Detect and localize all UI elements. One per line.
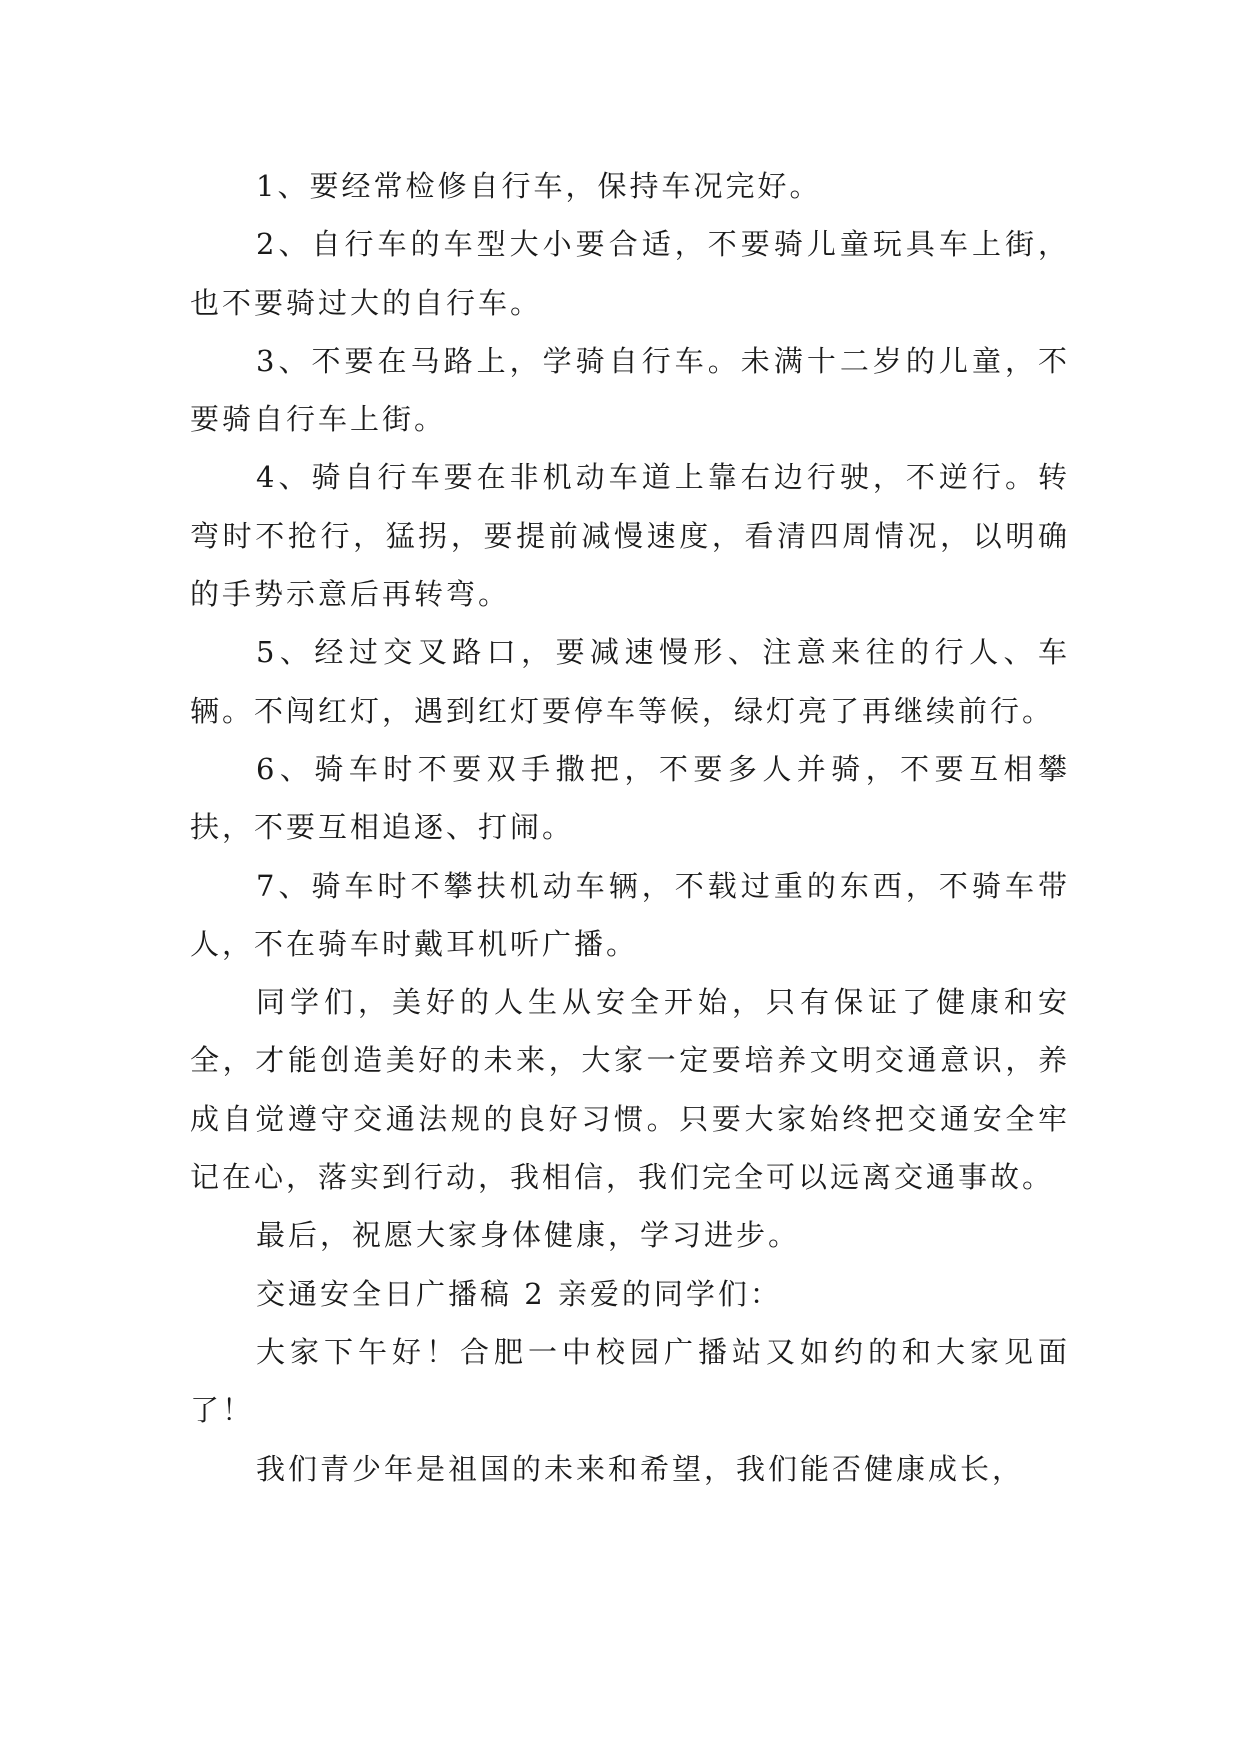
paragraph-wishes: 最后，祝愿大家身体健康，学习进步。 <box>256 1218 801 1253</box>
paragraph-rule-3: 3、不要在马路上，学骑自行车。未满十二岁的儿童，不要骑自行车上街。 <box>190 343 1070 437</box>
paragraph-rule-4: 4、骑自行车要在非机动车道上靠右边行驶，不逆行。转弯时不抢行，猛拐，要提前减慢速度，看清四周情况，以明确的手势示意后再转弯。 <box>190 460 1070 612</box>
paragraph-greeting: 大家下午好！合肥一中校园广播站又如约的和大家见面了！ <box>190 1334 1070 1428</box>
paragraph-rule-2: 2、自行车的车型大小要合适，不要骑儿童玩具车上街，也不要骑过大的自行车。 <box>190 227 1070 320</box>
paragraph-rule-6: 6、骑车时不要双手撒把，不要多人并骑，不要互相攀扶，不要互相追逐、打闹。 <box>190 751 1070 845</box>
paragraph-closing: 同学们，美好的人生从安全开始，只有保证了健康和安全，才能创造美好的未来，大家一定要培养文明交通意识，养成自觉遵守交通法规的良好习惯。只要大家始终把交通安全牢记在心，落实到行动，我相信，我们完全可以远离交通事故。 <box>190 985 1070 1195</box>
paragraph-rule-5: 5、经过交叉路口，要减速慢形、注意来往的行人、车辆。不闯红灯，遇到红灯要停车等候，绿灯亮了再继续前行。 <box>190 635 1070 728</box>
paragraph-section-heading: 交通安全日广播稿 2 亲爱的同学们： <box>256 1276 782 1311</box>
paragraph-rule-1: 1、要经常检修自行车，保持车况完好。 <box>256 169 822 203</box>
document-body <box>190 157 1070 1498</box>
paragraph-intro: 我们青少年是祖国的未来和希望，我们能否健康成长， <box>256 1451 1025 1486</box>
paragraph-rule-7: 7、骑车时不攀扶机动车辆，不载过重的东西，不骑车带人，不在骑车时戴耳机听广播。 <box>190 868 1070 961</box>
